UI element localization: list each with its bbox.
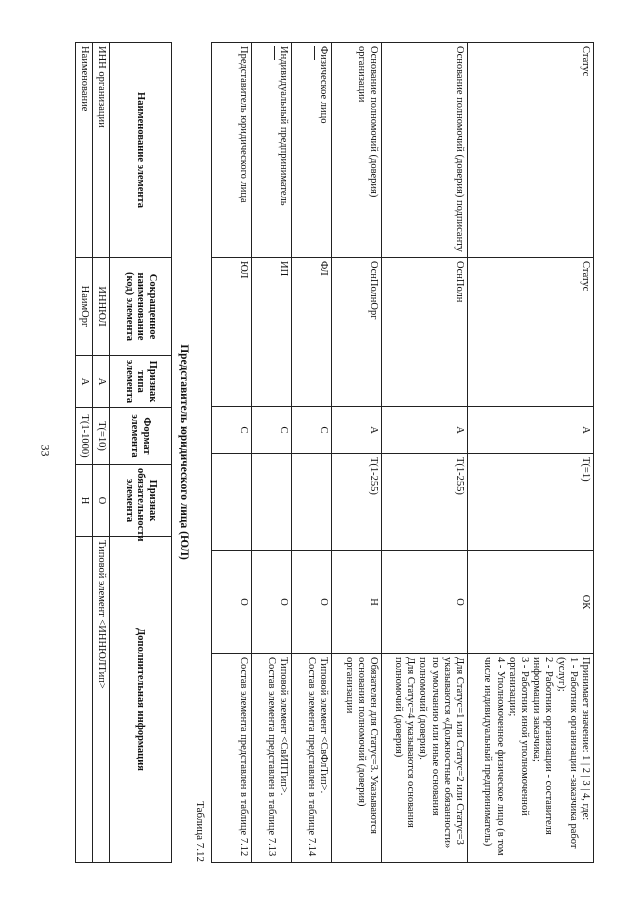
info-line: Для Статус=1 или Статус=2 или Статус=3 указываются «Должностные обязанности» по умолчанию или иные основания полномочий (доверия). — [417, 657, 465, 849]
column-header: Наименование элемента — [110, 43, 172, 258]
element-type: С — [292, 407, 332, 454]
element-obligation: ОК — [468, 551, 594, 654]
underline-mark — [274, 46, 275, 60]
info-line: 4 - Уполномоченное физическое лицо (в том числе индивидуальный предприниматель) — [482, 657, 506, 856]
element-info: Типовой элемент <ИННЮЛТип> — [92, 537, 109, 863]
element-code: ИННЮЛ — [92, 258, 109, 356]
info-line: Состав элемента представлен в таблице 7.14 — [305, 657, 317, 857]
info-line: Типовой элемент <СвФлТип>. — [318, 657, 329, 794]
column-header: Признак типа элемента — [110, 356, 172, 408]
column-header: Сокращенное наименование (код) элемента — [110, 258, 172, 356]
element-info — [468, 654, 594, 863]
column-header: Формат элемента — [110, 408, 172, 465]
element-format — [212, 454, 252, 551]
info-line: Обязателен для Статус=3. Указываются основания полномочий (доверия) организации — [343, 657, 379, 834]
element-info — [292, 654, 332, 863]
element-obligation: Н — [332, 551, 382, 654]
element-code: Статус — [468, 258, 594, 407]
table-row — [382, 43, 468, 863]
element-code: НаимОрг — [75, 258, 92, 356]
info-line: Состав элемента представлен в таблице 7.13 — [265, 657, 277, 857]
table-row — [292, 43, 332, 863]
element-info — [382, 654, 468, 863]
element-type: А — [92, 356, 109, 408]
element-info — [252, 654, 292, 863]
element-name — [292, 43, 332, 258]
element-name-text: Физическое лицо — [318, 46, 329, 124]
element-type: С — [252, 407, 292, 454]
element-info — [212, 654, 252, 863]
table-row — [468, 43, 594, 863]
element-format: T(1-255) — [332, 454, 382, 551]
element-obligation: О — [292, 551, 332, 654]
info-line: Состав элемента представлен в таблице 7.12 — [238, 657, 249, 857]
element-name: Наименование — [75, 43, 92, 258]
rotated-page-content — [46, 42, 594, 862]
element-name: Основание полномочий (доверия) организации — [332, 43, 382, 258]
page-number: 33 — [38, 444, 53, 457]
element-obligation: О — [252, 551, 292, 654]
element-name-text: Индивидуальный предприниматель — [278, 46, 289, 206]
table-number-label: Таблица 7.12 — [194, 801, 206, 862]
info-line: 3 - Работник иной уполномоченной организации; — [506, 657, 530, 816]
info-line: Для Статус=4 указываются основания полномочий (доверия) — [392, 657, 417, 828]
element-info — [75, 537, 92, 863]
table2-caption — [178, 42, 206, 862]
element-name: Статус — [468, 43, 594, 258]
element-type: А — [468, 407, 594, 454]
element-type: С — [212, 407, 252, 454]
element-obligation: О — [382, 551, 468, 654]
underline-mark — [314, 46, 315, 60]
element-format: T(=1) — [468, 454, 594, 551]
element-format: T(=10) — [92, 408, 109, 465]
element-name: ИНН организации — [92, 43, 109, 258]
element-name: Основание полномочий (доверия) подписанту — [382, 43, 468, 258]
table-row — [75, 43, 92, 863]
element-type: А — [332, 407, 382, 454]
element-code: ОснПолн — [382, 258, 468, 407]
elements-table — [211, 42, 594, 863]
element-format: T(1-255) — [382, 454, 468, 551]
element-obligation: Н — [75, 465, 92, 537]
element-name — [252, 43, 292, 258]
info-line: Типовой элемент <СвИПТип>. — [278, 657, 289, 796]
element-code: ЮЛ — [212, 258, 252, 407]
table-row — [212, 43, 252, 863]
element-obligation: О — [212, 551, 252, 654]
column-header: Признак обязательности элемента — [110, 465, 172, 537]
element-format — [292, 454, 332, 551]
info-line: 1 - Работник организации -заказчика работ (услуг); — [555, 657, 579, 849]
info-line: 2 - Работник организации - составителя информации заказчика; — [531, 657, 555, 835]
element-obligation: О — [92, 465, 109, 537]
element-format — [252, 454, 292, 551]
table-row — [332, 43, 382, 863]
column-header: Дополнительная информация — [110, 537, 172, 863]
element-name: Представитель юридического лица — [212, 43, 252, 258]
info-line: Принимает значение: 1 | 2 | 3 | 4, где: — [580, 657, 591, 821]
legal-entity-table — [75, 42, 172, 863]
element-format: T(1-1000) — [75, 408, 92, 465]
element-type: А — [75, 356, 92, 408]
element-code: ФЛ — [292, 258, 332, 407]
table-row — [92, 43, 109, 863]
table-row — [252, 43, 292, 863]
element-code: ОснПолнОрг — [332, 258, 382, 407]
table-title: Представитель юридического лица (ЮЛ) — [178, 344, 190, 560]
table-header-row — [110, 43, 172, 863]
element-code: ИП — [252, 258, 292, 407]
element-info — [332, 654, 382, 863]
element-type: А — [382, 407, 468, 454]
